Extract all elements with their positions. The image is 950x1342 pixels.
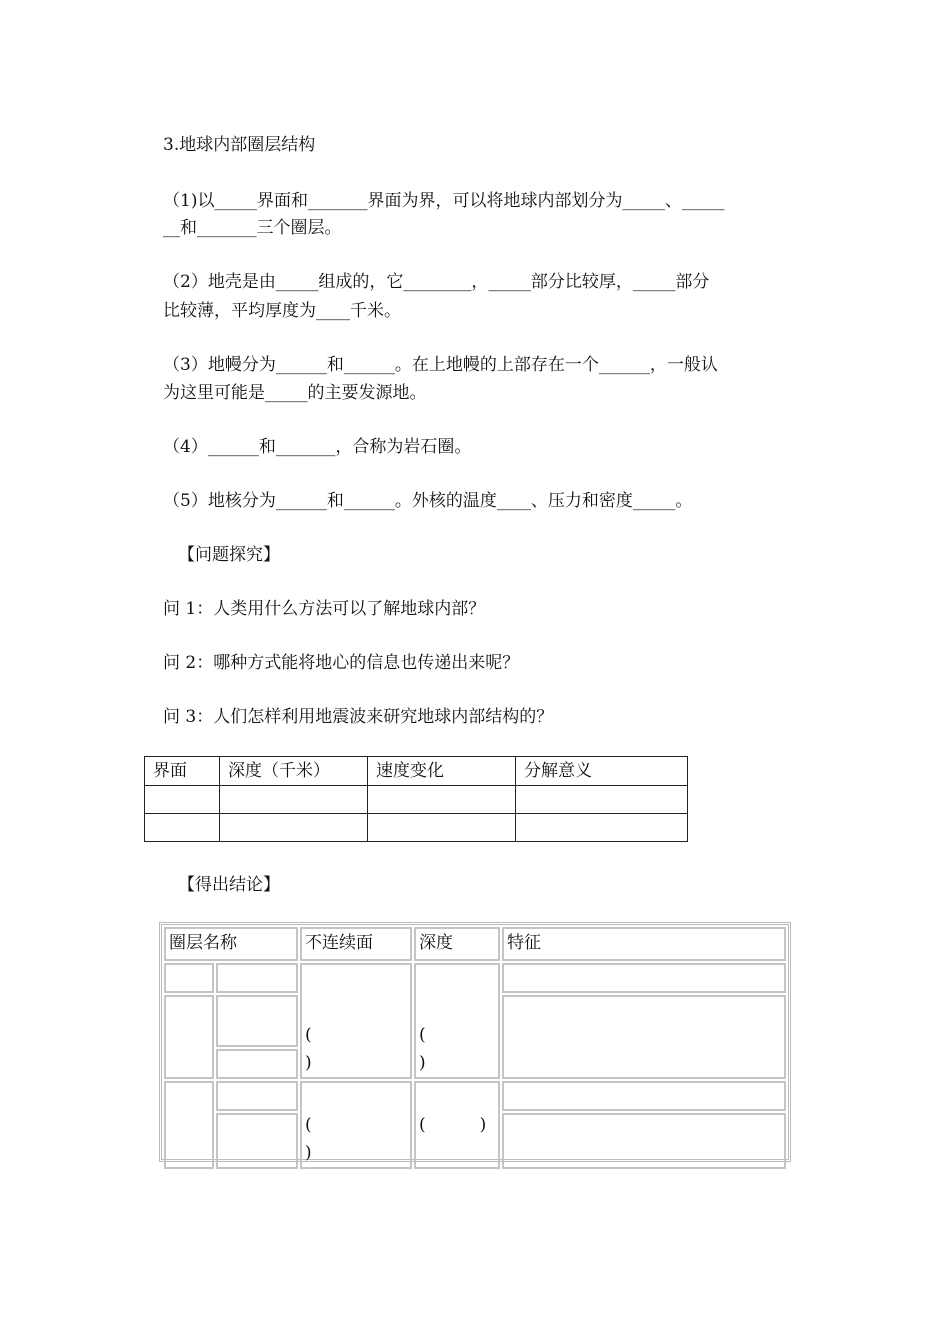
table-cell[interactable] [368, 786, 516, 814]
section-heading: 3.地球内部圈层结构 [163, 135, 316, 155]
table-cell[interactable] [220, 786, 368, 814]
header-cell-meaning: 分解意义 [516, 757, 688, 786]
table-cell[interactable] [502, 995, 786, 1079]
table-cell[interactable] [216, 995, 298, 1047]
item-3-line-1: （3）地幔分为______和______。在上地幔的上部存在一个______，一般认 [163, 355, 718, 375]
question-2: 问 2：哪种方式能将地心的信息也传递出来呢？ [163, 653, 520, 673]
question-3: 问 3：人们怎样利用地震波来研究地球内部结构的？ [163, 707, 554, 727]
depth-cell-1[interactable] [414, 963, 500, 1079]
conclusion-heading: 【得出结论】 [178, 875, 280, 895]
table-cell[interactable] [145, 814, 220, 842]
item-2-line-1: （2）地壳是由_____组成的，它________，_____部分比较厚，_____部分 [163, 272, 710, 292]
table-row [164, 963, 786, 993]
layer-conclusion-table [162, 925, 788, 1171]
interface-table [144, 756, 688, 842]
table-row [164, 1081, 786, 1111]
table-cell[interactable] [164, 995, 214, 1079]
table-row [145, 814, 688, 842]
table-cell[interactable] [502, 1113, 786, 1169]
table-cell[interactable] [216, 1081, 298, 1111]
header-cell-depth: 深度（千米） [220, 757, 368, 786]
table-cell[interactable] [164, 1081, 214, 1169]
paren-open: ( [305, 1115, 312, 1135]
header-cell-depth: 深度 [414, 927, 500, 961]
item-1-line-2: __和_______三个圈层。 [163, 218, 342, 238]
table-cell[interactable] [145, 786, 220, 814]
table-cell[interactable] [216, 1049, 298, 1079]
table-cell[interactable] [502, 1081, 786, 1111]
item-4-line-1: （4）______和_______，合称为岩石圈。 [163, 437, 472, 457]
paren-close: ) [305, 1053, 312, 1073]
header-cell-layer-name: 圈层名称 [164, 927, 298, 961]
item-5-line-1: （5）地核分为______和______。外核的温度____、压力和密度_____。 [163, 491, 693, 511]
table-cell[interactable] [368, 814, 516, 842]
table-cell[interactable] [516, 786, 688, 814]
item-2-line-2: 比较薄，平均厚度为____千米。 [163, 301, 401, 321]
table-row [145, 786, 688, 814]
table-cell[interactable] [516, 814, 688, 842]
table-header-row [145, 757, 688, 786]
header-cell-interface: 界面 [145, 757, 220, 786]
discontinuity-cell-2[interactable] [300, 1081, 412, 1169]
discontinuity-cell-1[interactable] [300, 963, 412, 1079]
depth-cell-2[interactable] [414, 1081, 500, 1169]
table-cell[interactable] [502, 963, 786, 993]
item-1-line-1: （1)以_____界面和_______界面为界，可以将地球内部划分为_____、_____ [163, 191, 725, 211]
table-header-row [164, 927, 786, 961]
header-cell-speed-change: 速度变化 [368, 757, 516, 786]
table-cell[interactable] [216, 1113, 298, 1169]
header-cell-discontinuity: 不连续面 [300, 927, 412, 961]
paren-open: ( [305, 1025, 312, 1045]
paren-pair: ( ) [419, 1115, 487, 1135]
question-1: 问 1：人类用什么方法可以了解地球内部？ [163, 599, 486, 619]
table-cell[interactable] [164, 963, 214, 993]
table-cell[interactable] [220, 814, 368, 842]
header-cell-features: 特征 [502, 927, 786, 961]
item-3-line-2: 为这里可能是_____的主要发源地。 [163, 383, 427, 403]
conclusion-table-frame [159, 922, 791, 1162]
paren-open: ( [419, 1025, 426, 1045]
paren-close: ) [305, 1143, 312, 1163]
paren-close: ) [419, 1053, 426, 1073]
table-cell[interactable] [216, 963, 298, 993]
inquiry-heading: 【问题探究】 [178, 545, 280, 565]
